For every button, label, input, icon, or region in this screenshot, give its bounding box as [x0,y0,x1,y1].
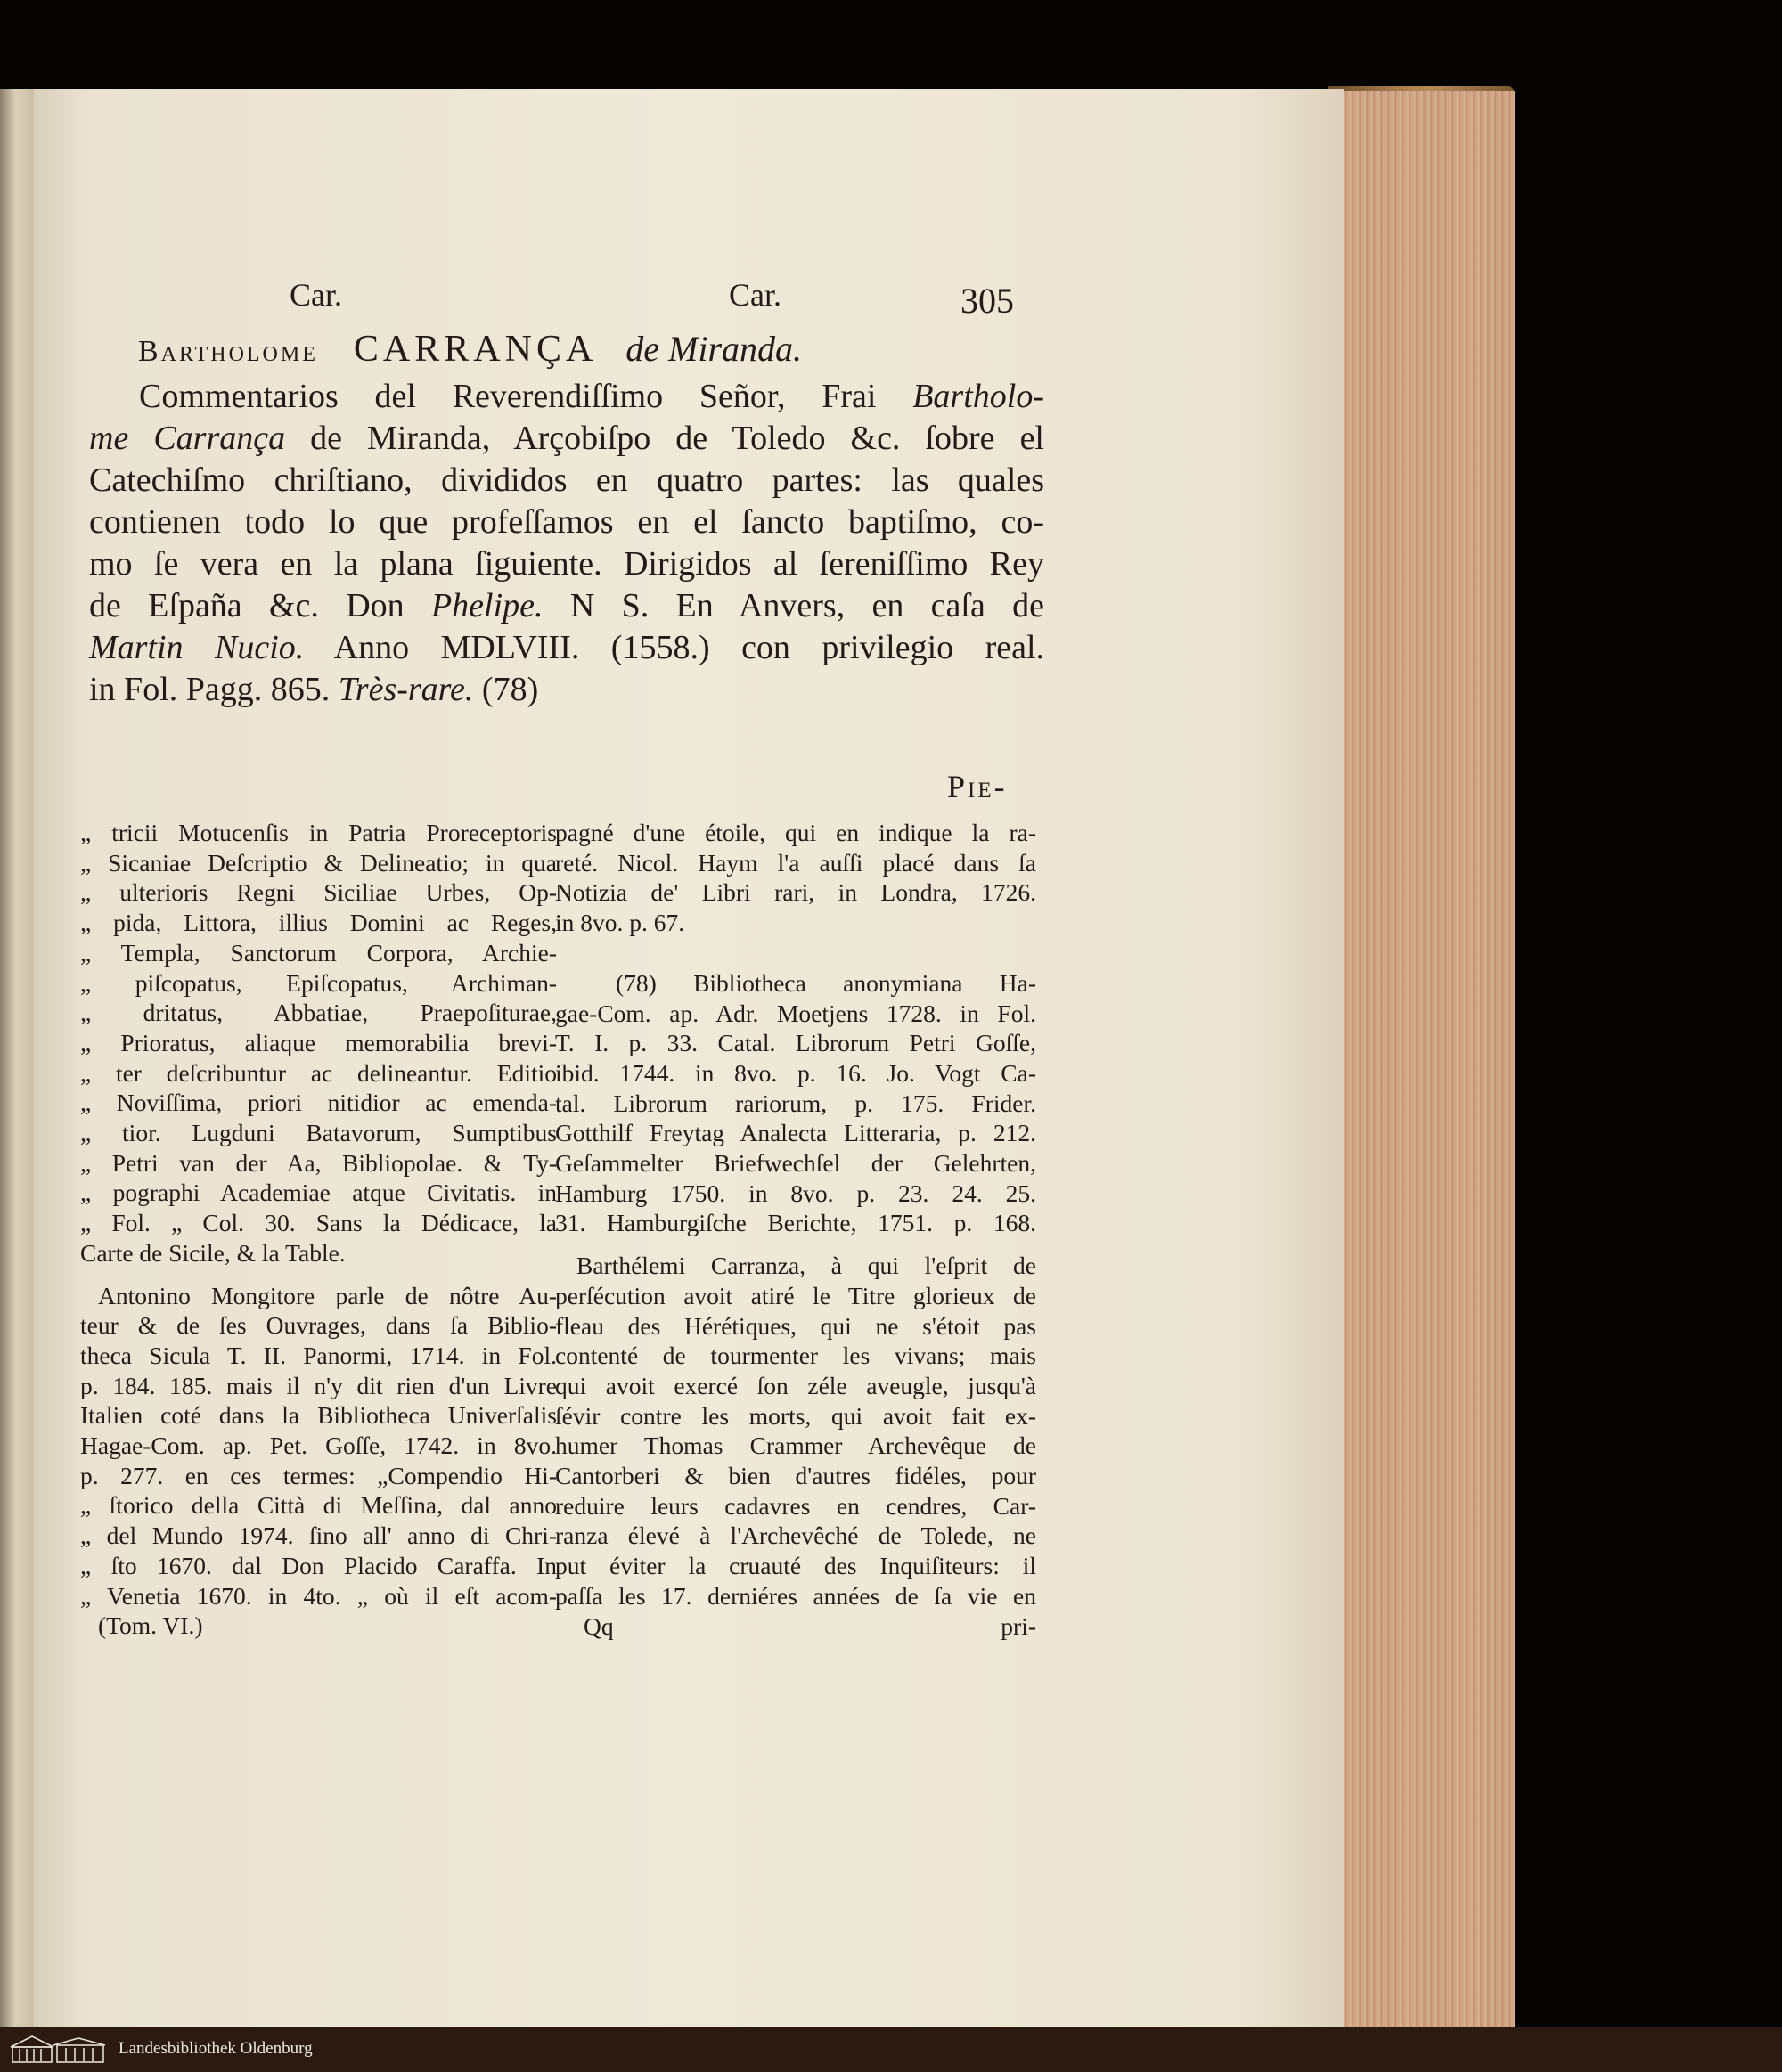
text-line: Italien coté dans la Bibliotheca Univerſalis [80,1401,557,1430]
text-line: pagné d'une étoile, qui en indique la ra- [555,819,1036,846]
text-line: gae-Com. ap. Adr. Moetjens 1728. in Fol. [555,999,1036,1027]
volume-signature: (Tom. VI.) [98,1611,203,1640]
entry-line: me Carrança de Miranda, Arçobiſpo de Toledo &c. ſobre el [89,420,1044,457]
text-line: „ tricii Motucenſis in Patria Proreceptoris [80,819,557,846]
text-line: „ ſto 1670. dal Don Placido Caraffa. In [80,1551,557,1579]
entry-catchword: Pie- [947,769,1008,804]
title-surname: CARRANÇA [353,329,598,370]
text-line: ſévir contre les morts, qui avoit fait ex- [555,1401,1036,1430]
text-line: „ del Mundo 1974. ſino all' anno di Chri- [80,1521,557,1550]
text-line: fleau des Hérétiques, qui ne s'étoit pas [555,1311,1036,1340]
entry-line: Catechiſmo chriſtiano, divididos en quatro partes: las quales [89,461,1044,499]
signature-mark: Qq [584,1611,614,1640]
text-line: „ Fol. „ Col. 30. Sans la Dédicace, la [80,1209,557,1237]
text-line: humer Thomas Crammer Archevêque de [555,1432,1036,1460]
library-building-icon [7,2033,110,2065]
text-line: Antonino Mongitore parle de nôtre Au- [98,1281,557,1309]
left-column [80,818,557,1641]
text-line: tal. Librorum rariorum, p. 175. Frider. [555,1089,1036,1117]
text-line: p. 277. en ces termes: „Compendio Hi- [80,1461,557,1489]
entry-description [89,376,1044,711]
footer-bar [0,2027,1782,2072]
entry-title [138,328,802,371]
footer-label: Landesbibliothek Oldenburg [119,2039,313,2058]
entry-line: Martin Nucio. Anno MDLVIII. (1558.) con privilegio real. [89,629,1045,666]
text-line: „ pida, Littora, illius Domini ac Reges, [80,909,557,937]
text-line: „ dritatus, Abbatiae, Praepoſiturae, [80,999,557,1027]
text-line: ibid. 1744. in 8vo. p. 16. Jo. Vogt Ca- [555,1058,1036,1087]
title-forename: Bartholome [138,335,318,368]
text-line: Hagae-Com. ap. Pet. Goſſe, 1742. in 8vo. [80,1432,557,1460]
text-line: Notizia de' Libri rari, in Londra, 1726. [555,878,1036,907]
text-line: Barthélemi Carranza, à qui l'eſprit de [576,1252,1036,1280]
text-line: paſſa les 17. derniéres années de ſa vie en [555,1581,1036,1610]
text-line: „ ſtorico della Città di Meſſina, dal anno [80,1491,557,1520]
entry-line: mo ſe vera en la plana ſiguiente. Dirigidos al ſereniſſimo Rey [89,545,1044,583]
text-line: „ ulterioris Regni Siciliae Urbes, Op- [80,878,557,907]
text-line: Hamburg 1750. in 8vo. p. 23. 24. 25. [555,1179,1036,1207]
text-line: „ Petri van der Aa, Bibliopolae. & Ty- [80,1148,557,1177]
text-line: teur & de ſes Ouvrages, dans ſa Biblio- [80,1311,557,1340]
title-place: de Miranda. [625,329,803,369]
text-line: Carte de Sicile, & la Table. [80,1238,346,1267]
text-line: „ Noviſſima, priori nitidior ac emenda- [80,1089,557,1117]
entry-line: in Fol. Pagg. 865. Très-rare. (78) [89,671,539,708]
text-line: „ piſcopatus, Epiſcopatus, Archiman- [80,968,557,997]
text-line: in 8vo. p. 67. [555,909,685,937]
text-line: Cantorberi & bien d'autres fidéles, pour [555,1462,1036,1490]
text-line: reté. Nicol. Haym l'a auſſi placé dans ſa [555,848,1036,877]
left-page-edge [0,89,36,2031]
book-page [34,89,1344,2031]
text-line: 31. Hamburgiſche Berichte, 1751. p. 168. [555,1209,1036,1237]
text-line: put éviter la cruauté des Inquiſiteurs: il [555,1552,1036,1580]
text-line: ranza élevé à l'Archevêché de Tolede, ne [555,1521,1036,1550]
text-line: „ tior. Lugduni Batavorum, Sumptibus [80,1119,557,1147]
entry-line: contienen todo lo que profeſſamos en el ſancto baptiſmo, co- [89,503,1044,541]
text-line: perſécution avoit atiré le Titre glorieux de [555,1281,1036,1309]
page-bottom-marks [555,1611,1036,1642]
text-line: Gotthilf Freytag Analecta Litteraria, p. 212. [555,1119,1036,1147]
running-header-left: Car. [290,277,342,313]
text-line: contenté de tourmenter les vivans; mais [555,1342,1036,1370]
text-line: Geſammelter Briefwechſel der Gelehrten, [555,1149,1036,1178]
catchword: pri- [1001,1611,1036,1640]
text-line: „ Sicaniae Deſcriptio & Delineatio; in qua [80,848,557,877]
text-line: reduire leurs cadavres en cendres, Car- [555,1491,1036,1520]
page-number: 305 [960,281,1014,321]
entry-line: Commentarios del Reverendiſſimo Señor, Frai Bartholo- [139,378,1044,415]
page-fore-edge [1341,91,1515,2028]
text-line: „ ter deſcribuntur ac delineantur. Editio [80,1058,557,1087]
text-line: „ Prioratus, aliaque memorabilia brevi- [80,1028,557,1056]
text-line: theca Sicula T. II. Panormi, 1714. in Fol. [80,1341,557,1369]
text-line: „ pographi Academiae atque Civitatis. in [80,1179,557,1207]
text-line: qui avoit exercé ſon zéle aveugle, jusqu'à [555,1371,1036,1399]
text-line: „ Venetia 1670. in 4to. „ où il eſt acom- [80,1581,557,1610]
text-line: p. 184. 185. mais il n'y dit rien d'un Livre [80,1371,557,1399]
entry-line: de Eſpaña &c. Don Phelipe. N S. En Anvers, en caſa de [89,587,1045,624]
text-line: (78) Bibliotheca anonymiana Ha- [616,968,1036,997]
text-line: „ Templa, Sanctorum Corpora, Archie- [80,938,557,967]
text-line: T. I. p. 33. Catal. Librorum Petri Goſſe, [555,1029,1036,1057]
running-header-center: Car. [729,277,781,313]
right-column [555,818,1036,1642]
